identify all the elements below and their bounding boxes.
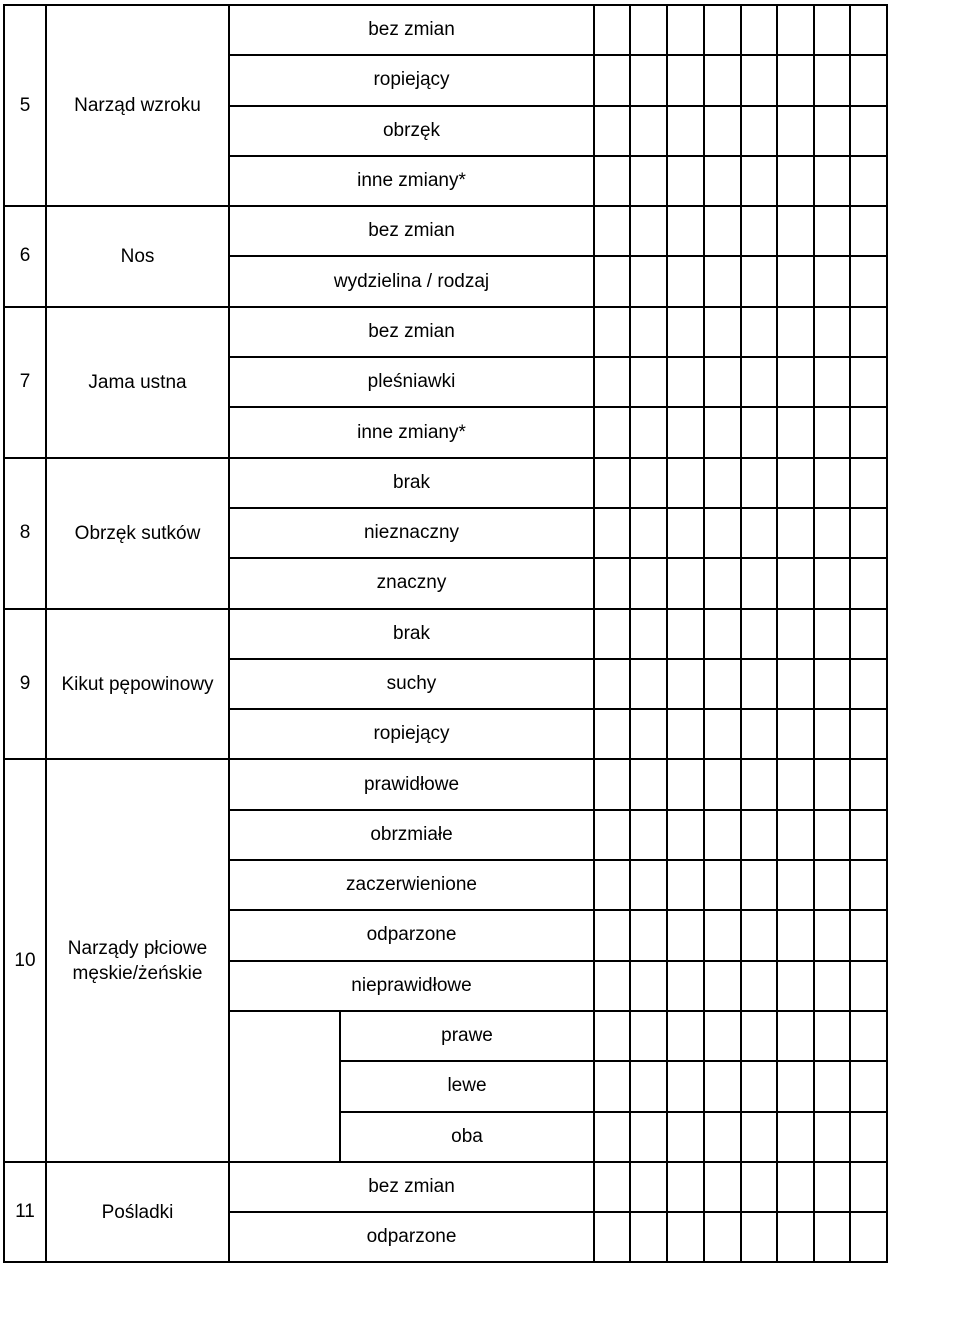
sub-option-checkbox-cell[interactable] bbox=[704, 1011, 741, 1061]
option-checkbox-cell[interactable] bbox=[850, 508, 887, 558]
option-checkbox-cell[interactable] bbox=[704, 256, 741, 306]
option-checkbox-cell[interactable] bbox=[850, 860, 887, 910]
option-checkbox-cell[interactable] bbox=[594, 357, 630, 407]
option-label: odparzone bbox=[229, 1212, 594, 1262]
option-checkbox-cell[interactable] bbox=[594, 860, 630, 910]
option-checkbox-cell[interactable] bbox=[777, 508, 814, 558]
option-checkbox-cell[interactable] bbox=[594, 810, 630, 860]
option-checkbox-cell[interactable] bbox=[704, 156, 741, 206]
option-checkbox-cell[interactable] bbox=[630, 206, 667, 256]
option-checkbox-cell[interactable] bbox=[667, 810, 704, 860]
option-checkbox-cell[interactable] bbox=[814, 106, 850, 156]
option-checkbox-cell[interactable] bbox=[667, 910, 704, 960]
option-checkbox-cell[interactable] bbox=[741, 709, 777, 759]
option-checkbox-cell[interactable] bbox=[667, 558, 704, 608]
option-checkbox-cell[interactable] bbox=[850, 55, 887, 105]
option-checkbox-cell[interactable] bbox=[594, 206, 630, 256]
option-checkbox-cell[interactable] bbox=[594, 407, 630, 457]
option-checkbox-cell[interactable] bbox=[630, 357, 667, 407]
option-checkbox-cell[interactable] bbox=[594, 55, 630, 105]
option-checkbox-cell[interactable] bbox=[777, 810, 814, 860]
option-checkbox-cell[interactable] bbox=[741, 206, 777, 256]
option-checkbox-cell[interactable] bbox=[814, 860, 850, 910]
option-checkbox-cell[interactable] bbox=[630, 558, 667, 608]
option-checkbox-cell[interactable] bbox=[777, 55, 814, 105]
option-checkbox-cell[interactable] bbox=[630, 709, 667, 759]
option-checkbox-cell[interactable] bbox=[594, 458, 630, 508]
option-checkbox-cell[interactable] bbox=[594, 558, 630, 608]
sub-option-checkbox-cell[interactable] bbox=[594, 1011, 630, 1061]
option-checkbox-cell[interactable] bbox=[704, 357, 741, 407]
option-label: suchy bbox=[229, 659, 594, 709]
row-number: 7 bbox=[4, 307, 46, 458]
option-checkbox-cell[interactable] bbox=[704, 910, 741, 960]
option-checkbox-cell[interactable] bbox=[850, 357, 887, 407]
sub-option-checkbox-cell[interactable] bbox=[594, 1112, 630, 1162]
option-checkbox-cell[interactable] bbox=[777, 609, 814, 659]
option-checkbox-cell[interactable] bbox=[667, 357, 704, 407]
option-checkbox-cell[interactable] bbox=[741, 256, 777, 306]
option-checkbox-cell[interactable] bbox=[814, 558, 850, 608]
option-checkbox-cell[interactable] bbox=[704, 5, 741, 55]
option-checkbox-cell[interactable] bbox=[741, 810, 777, 860]
option-checkbox-cell[interactable] bbox=[741, 609, 777, 659]
sub-option-checkbox-cell[interactable] bbox=[814, 1061, 850, 1111]
sub-option-checkbox-cell[interactable] bbox=[777, 1011, 814, 1061]
option-checkbox-cell[interactable] bbox=[814, 709, 850, 759]
option-label: inne zmiany* bbox=[229, 156, 594, 206]
option-checkbox-cell[interactable] bbox=[667, 256, 704, 306]
option-checkbox-cell[interactable] bbox=[630, 860, 667, 910]
body-part-name: Jama ustna bbox=[46, 307, 229, 458]
option-checkbox-cell[interactable] bbox=[814, 357, 850, 407]
option-checkbox-cell[interactable] bbox=[594, 256, 630, 306]
option-checkbox-cell[interactable] bbox=[777, 1162, 814, 1212]
row-number: 10 bbox=[4, 759, 46, 1161]
option-checkbox-cell[interactable] bbox=[594, 1162, 630, 1212]
option-checkbox-cell[interactable] bbox=[850, 609, 887, 659]
option-checkbox-cell[interactable] bbox=[741, 407, 777, 457]
sub-option-checkbox-cell[interactable] bbox=[667, 1011, 704, 1061]
option-checkbox-cell[interactable] bbox=[814, 156, 850, 206]
option-checkbox-cell[interactable] bbox=[814, 5, 850, 55]
option-checkbox-cell[interactable] bbox=[777, 910, 814, 960]
option-checkbox-cell[interactable] bbox=[594, 508, 630, 558]
row-number: 9 bbox=[4, 609, 46, 760]
option-checkbox-cell[interactable] bbox=[814, 508, 850, 558]
sub-option-checkbox-cell[interactable] bbox=[594, 1061, 630, 1111]
option-checkbox-cell[interactable] bbox=[667, 709, 704, 759]
sub-option-checkbox-cell[interactable] bbox=[630, 1061, 667, 1111]
option-checkbox-cell[interactable] bbox=[667, 659, 704, 709]
option-checkbox-cell[interactable] bbox=[667, 1212, 704, 1262]
option-label: bez zmian bbox=[229, 307, 594, 357]
option-checkbox-cell[interactable] bbox=[630, 106, 667, 156]
option-checkbox-cell[interactable] bbox=[850, 1162, 887, 1212]
option-checkbox-cell[interactable] bbox=[850, 659, 887, 709]
option-checkbox-cell[interactable] bbox=[777, 659, 814, 709]
option-checkbox-cell[interactable] bbox=[814, 1212, 850, 1262]
table-row bbox=[4, 1162, 887, 1212]
option-checkbox-cell[interactable] bbox=[814, 307, 850, 357]
option-checkbox-cell[interactable] bbox=[630, 307, 667, 357]
option-checkbox-cell[interactable] bbox=[777, 256, 814, 306]
sub-option-checkbox-cell[interactable] bbox=[777, 1112, 814, 1162]
row-number: 8 bbox=[4, 458, 46, 609]
sub-option-checkbox-cell[interactable] bbox=[630, 1112, 667, 1162]
option-checkbox-cell[interactable] bbox=[741, 307, 777, 357]
option-checkbox-cell[interactable] bbox=[850, 759, 887, 809]
option-checkbox-cell[interactable] bbox=[704, 55, 741, 105]
option-checkbox-cell[interactable] bbox=[704, 106, 741, 156]
option-checkbox-cell[interactable] bbox=[630, 759, 667, 809]
option-label: obrzmiałe bbox=[229, 810, 594, 860]
option-checkbox-cell[interactable] bbox=[704, 860, 741, 910]
option-checkbox-cell[interactable] bbox=[850, 106, 887, 156]
option-checkbox-cell[interactable] bbox=[594, 5, 630, 55]
option-checkbox-cell[interactable] bbox=[630, 1162, 667, 1212]
option-checkbox-cell[interactable] bbox=[704, 810, 741, 860]
option-checkbox-cell[interactable] bbox=[630, 5, 667, 55]
sub-option-checkbox-cell[interactable] bbox=[741, 1061, 777, 1111]
option-checkbox-cell[interactable] bbox=[704, 508, 741, 558]
row-number: 11 bbox=[4, 1162, 46, 1263]
option-checkbox-cell[interactable] bbox=[667, 5, 704, 55]
option-checkbox-cell[interactable] bbox=[850, 256, 887, 306]
sub-option-checkbox-cell[interactable] bbox=[850, 1061, 887, 1111]
sub-option-indent-cell bbox=[229, 1011, 340, 1162]
option-checkbox-cell[interactable] bbox=[777, 709, 814, 759]
option-label: ropiejący bbox=[229, 55, 594, 105]
sub-option-checkbox-cell[interactable] bbox=[850, 1011, 887, 1061]
option-checkbox-cell[interactable] bbox=[630, 659, 667, 709]
option-checkbox-cell[interactable] bbox=[850, 709, 887, 759]
option-checkbox-cell[interactable] bbox=[850, 156, 887, 206]
option-checkbox-cell[interactable] bbox=[814, 810, 850, 860]
option-checkbox-cell[interactable] bbox=[741, 1162, 777, 1212]
table-row bbox=[4, 759, 887, 809]
option-checkbox-cell[interactable] bbox=[667, 860, 704, 910]
option-checkbox-cell[interactable] bbox=[741, 156, 777, 206]
option-checkbox-cell[interactable] bbox=[850, 206, 887, 256]
option-checkbox-cell[interactable] bbox=[741, 910, 777, 960]
option-label: nieznaczny bbox=[229, 508, 594, 558]
option-checkbox-cell[interactable] bbox=[594, 1212, 630, 1262]
option-checkbox-cell[interactable] bbox=[814, 1162, 850, 1212]
table-row bbox=[4, 609, 887, 659]
option-checkbox-cell[interactable] bbox=[594, 910, 630, 960]
option-checkbox-cell[interactable] bbox=[814, 659, 850, 709]
body-part-name-line: Narządy płciowe bbox=[67, 937, 208, 959]
option-label: nieprawidłowe bbox=[229, 961, 594, 1011]
body-part-name-line: męskie/żeńskie bbox=[72, 962, 203, 984]
option-checkbox-cell[interactable] bbox=[777, 106, 814, 156]
option-checkbox-cell[interactable] bbox=[814, 961, 850, 1011]
option-checkbox-cell[interactable] bbox=[667, 407, 704, 457]
option-checkbox-cell[interactable] bbox=[667, 508, 704, 558]
option-checkbox-cell[interactable] bbox=[814, 759, 850, 809]
option-checkbox-cell[interactable] bbox=[630, 256, 667, 306]
option-checkbox-cell[interactable] bbox=[630, 55, 667, 105]
option-checkbox-cell[interactable] bbox=[741, 860, 777, 910]
option-checkbox-cell[interactable] bbox=[777, 458, 814, 508]
body-part-name: Kikut pępowinowy bbox=[46, 609, 229, 760]
option-checkbox-cell[interactable] bbox=[704, 659, 741, 709]
option-label: bez zmian bbox=[229, 5, 594, 55]
option-checkbox-cell[interactable] bbox=[704, 609, 741, 659]
option-checkbox-cell[interactable] bbox=[741, 106, 777, 156]
body-part-name: Nos bbox=[46, 206, 229, 307]
option-checkbox-cell[interactable] bbox=[777, 206, 814, 256]
body-part-name: Narząd wzroku bbox=[46, 5, 229, 206]
option-checkbox-cell[interactable] bbox=[667, 609, 704, 659]
option-checkbox-cell[interactable] bbox=[850, 1212, 887, 1262]
option-checkbox-cell[interactable] bbox=[667, 759, 704, 809]
sub-option-checkbox-cell[interactable] bbox=[741, 1112, 777, 1162]
option-label: brak bbox=[229, 609, 594, 659]
option-checkbox-cell[interactable] bbox=[777, 357, 814, 407]
option-label: inne zmiany* bbox=[229, 407, 594, 457]
option-checkbox-cell[interactable] bbox=[704, 709, 741, 759]
option-checkbox-cell[interactable] bbox=[704, 307, 741, 357]
sub-option-label: lewe bbox=[340, 1061, 594, 1111]
option-label: ropiejący bbox=[229, 709, 594, 759]
option-checkbox-cell[interactable] bbox=[667, 156, 704, 206]
option-checkbox-cell[interactable] bbox=[777, 961, 814, 1011]
option-checkbox-cell[interactable] bbox=[667, 458, 704, 508]
sub-option-checkbox-cell[interactable] bbox=[667, 1061, 704, 1111]
option-checkbox-cell[interactable] bbox=[667, 1162, 704, 1212]
option-checkbox-cell[interactable] bbox=[850, 307, 887, 357]
option-checkbox-cell[interactable] bbox=[630, 910, 667, 960]
option-checkbox-cell[interactable] bbox=[777, 407, 814, 457]
option-label: pleśniawki bbox=[229, 357, 594, 407]
option-checkbox-cell[interactable] bbox=[630, 961, 667, 1011]
option-checkbox-cell[interactable] bbox=[630, 609, 667, 659]
option-checkbox-cell[interactable] bbox=[594, 659, 630, 709]
option-checkbox-cell[interactable] bbox=[630, 1212, 667, 1262]
option-checkbox-cell[interactable] bbox=[594, 156, 630, 206]
option-checkbox-cell[interactable] bbox=[850, 558, 887, 608]
option-checkbox-cell[interactable] bbox=[630, 156, 667, 206]
option-checkbox-cell[interactable] bbox=[704, 1162, 741, 1212]
option-checkbox-cell[interactable] bbox=[777, 1212, 814, 1262]
option-checkbox-cell[interactable] bbox=[594, 759, 630, 809]
option-checkbox-cell[interactable] bbox=[741, 961, 777, 1011]
row-number: 5 bbox=[4, 5, 46, 206]
option-checkbox-cell[interactable] bbox=[814, 609, 850, 659]
option-checkbox-cell[interactable] bbox=[741, 55, 777, 105]
option-checkbox-cell[interactable] bbox=[850, 961, 887, 1011]
sub-option-checkbox-cell[interactable] bbox=[741, 1011, 777, 1061]
option-checkbox-cell[interactable] bbox=[777, 759, 814, 809]
table-row bbox=[4, 307, 887, 357]
option-checkbox-cell[interactable] bbox=[704, 458, 741, 508]
option-checkbox-cell[interactable] bbox=[741, 458, 777, 508]
option-checkbox-cell[interactable] bbox=[704, 407, 741, 457]
option-label: prawidłowe bbox=[229, 759, 594, 809]
option-checkbox-cell[interactable] bbox=[777, 156, 814, 206]
sub-option-checkbox-cell[interactable] bbox=[814, 1112, 850, 1162]
option-checkbox-cell[interactable] bbox=[777, 860, 814, 910]
sub-option-checkbox-cell[interactable] bbox=[777, 1061, 814, 1111]
option-checkbox-cell[interactable] bbox=[594, 307, 630, 357]
option-checkbox-cell[interactable] bbox=[630, 407, 667, 457]
option-checkbox-cell[interactable] bbox=[741, 558, 777, 608]
sub-option-checkbox-cell[interactable] bbox=[667, 1112, 704, 1162]
option-checkbox-cell[interactable] bbox=[850, 458, 887, 508]
option-checkbox-cell[interactable] bbox=[630, 810, 667, 860]
sub-option-checkbox-cell[interactable] bbox=[704, 1061, 741, 1111]
option-label: odparzone bbox=[229, 910, 594, 960]
option-checkbox-cell[interactable] bbox=[850, 5, 887, 55]
option-label: bez zmian bbox=[229, 1162, 594, 1212]
option-label: znaczny bbox=[229, 558, 594, 608]
option-checkbox-cell[interactable] bbox=[630, 508, 667, 558]
body-part-name: Obrzęk sutków bbox=[46, 458, 229, 609]
option-checkbox-cell[interactable] bbox=[667, 206, 704, 256]
body-part-name: Pośladki bbox=[46, 1162, 229, 1263]
sub-option-label: prawe bbox=[340, 1011, 594, 1061]
option-checkbox-cell[interactable] bbox=[850, 810, 887, 860]
option-checkbox-cell[interactable] bbox=[814, 55, 850, 105]
option-checkbox-cell[interactable] bbox=[667, 55, 704, 105]
option-checkbox-cell[interactable] bbox=[667, 961, 704, 1011]
sub-option-checkbox-cell[interactable] bbox=[704, 1112, 741, 1162]
option-checkbox-cell[interactable] bbox=[850, 910, 887, 960]
option-checkbox-cell[interactable] bbox=[777, 307, 814, 357]
option-checkbox-cell[interactable] bbox=[850, 407, 887, 457]
option-checkbox-cell[interactable] bbox=[704, 759, 741, 809]
option-checkbox-cell[interactable] bbox=[594, 106, 630, 156]
option-checkbox-cell[interactable] bbox=[704, 1212, 741, 1262]
body-part-name bbox=[46, 759, 229, 1161]
option-checkbox-cell[interactable] bbox=[704, 206, 741, 256]
option-checkbox-cell[interactable] bbox=[814, 206, 850, 256]
option-checkbox-cell[interactable] bbox=[777, 5, 814, 55]
option-label: brak bbox=[229, 458, 594, 508]
table-row bbox=[4, 5, 887, 55]
option-checkbox-cell[interactable] bbox=[704, 961, 741, 1011]
option-checkbox-cell[interactable] bbox=[667, 307, 704, 357]
option-checkbox-cell[interactable] bbox=[814, 458, 850, 508]
option-checkbox-cell[interactable] bbox=[741, 357, 777, 407]
option-checkbox-cell[interactable] bbox=[777, 558, 814, 608]
option-checkbox-cell[interactable] bbox=[704, 558, 741, 608]
sub-option-label: oba bbox=[340, 1112, 594, 1162]
option-checkbox-cell[interactable] bbox=[741, 759, 777, 809]
option-label: zaczerwienione bbox=[229, 860, 594, 910]
option-label: obrzęk bbox=[229, 106, 594, 156]
option-checkbox-cell[interactable] bbox=[630, 458, 667, 508]
option-checkbox-cell[interactable] bbox=[667, 106, 704, 156]
option-checkbox-cell[interactable] bbox=[741, 659, 777, 709]
sub-option-checkbox-cell[interactable] bbox=[814, 1011, 850, 1061]
option-checkbox-cell[interactable] bbox=[814, 910, 850, 960]
option-checkbox-cell[interactable] bbox=[741, 508, 777, 558]
option-label: bez zmian bbox=[229, 206, 594, 256]
option-checkbox-cell[interactable] bbox=[814, 256, 850, 306]
option-checkbox-cell[interactable] bbox=[741, 1212, 777, 1262]
option-checkbox-cell[interactable] bbox=[814, 407, 850, 457]
examination-form-table bbox=[3, 4, 888, 1263]
option-checkbox-cell[interactable] bbox=[594, 709, 630, 759]
sub-option-checkbox-cell[interactable] bbox=[630, 1011, 667, 1061]
option-checkbox-cell[interactable] bbox=[594, 961, 630, 1011]
sub-option-checkbox-cell[interactable] bbox=[850, 1112, 887, 1162]
option-label: wydzielina / rodzaj bbox=[229, 256, 594, 306]
option-checkbox-cell[interactable] bbox=[594, 609, 630, 659]
option-checkbox-cell[interactable] bbox=[741, 5, 777, 55]
table-row bbox=[4, 458, 887, 508]
row-number: 6 bbox=[4, 206, 46, 307]
table-row bbox=[4, 206, 887, 256]
